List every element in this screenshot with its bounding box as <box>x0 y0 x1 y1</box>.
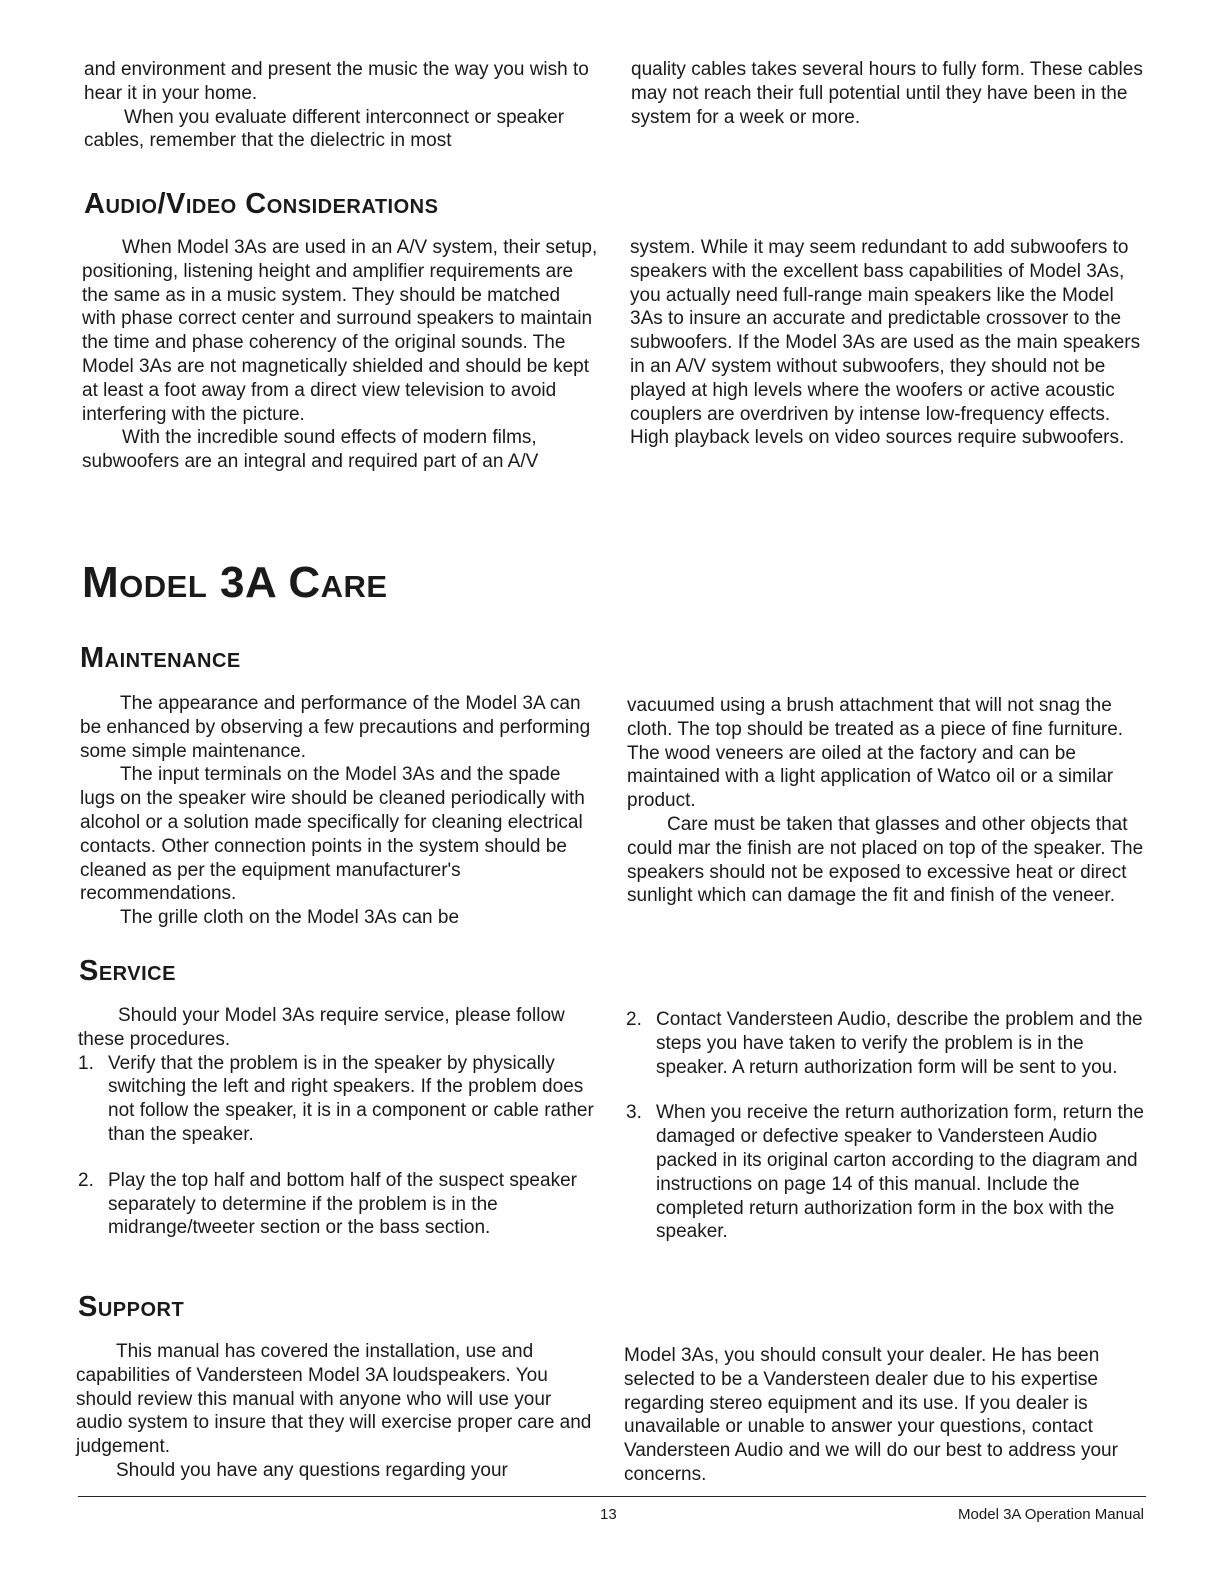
page-number: 13 <box>600 1506 617 1523</box>
support-right-column <box>624 1344 1146 1487</box>
step-number: 3. <box>626 1102 642 1124</box>
service-right-column <box>626 1008 1146 1244</box>
list-item <box>78 1169 594 1240</box>
paragraph: The grille cloth on the Model 3As can be <box>120 907 460 929</box>
paragraph: vacuumed using a brush attachment that will not snag the cloth. The top should be treated as a piece of fine furniture. The wood veneers are oiled at the factory and can be maintained with a light application of Watco oil or a similar product. <box>627 695 1124 812</box>
support-heading: Support <box>78 1291 185 1323</box>
paragraph: When you evaluate different interconnect or speaker cables, remember that the dielectric in most <box>84 106 565 152</box>
maintenance-left-column <box>80 692 596 930</box>
maintenance-heading: Maintenance <box>80 642 241 674</box>
av-right-column <box>630 236 1146 450</box>
step-text: Verify that the problem is in the speaker by physically switching the left and right speakers. If the problem does not follow the speaker, it is in a component or cable rather than the speaker. <box>108 1052 594 1145</box>
av-heading: Audio/Video Considerations <box>84 188 439 220</box>
top-left-column <box>84 58 598 153</box>
step-number: 1. <box>78 1052 94 1074</box>
step-text: When you receive the return authorization form, return the damaged or defective speaker to Vandersteen Audio packed in its original carton according to the diagram and instructions on page 14 of this manual. Include the completed return authorization form in the box with the speaker. <box>656 1102 1144 1243</box>
list-item <box>78 1052 594 1147</box>
paragraph: and environment and present the music the way you wish to hear it in your home. <box>84 59 589 104</box>
service-intro: Should your Model 3As require service, please follow these procedures. <box>78 1005 565 1050</box>
service-steps-left <box>78 1052 594 1241</box>
paragraph: system. While it may seem redundant to add subwoofers to speakers with the excellent bass capabilities of Model 3As, you actually need full-range main speakers like the Model 3As to insure an accurate and predictable crossover to the subwoofers. If the Model 3As are used as the main speakers in an A/V system without subwoofers, they should not be played at high levels where the woofers or active acoustic couplers are overdriven by intense low-frequency effects. High playback levels on video sources require subwoofers. <box>630 237 1141 449</box>
service-heading: Service <box>79 955 176 987</box>
paragraph: The appearance and performance of the Model 3A can be enhanced by observing a few precautions and performing some simple maintenance. <box>80 693 591 762</box>
step-text: Contact Vandersteen Audio, describe the problem and the steps you have taken to verify the problem is in the speaker. A return authorization form will be sent to you. <box>656 1009 1143 1078</box>
list-item <box>626 1008 1146 1079</box>
maintenance-right-column <box>627 694 1147 908</box>
list-item <box>626 1101 1146 1244</box>
paragraph: The input terminals on the Model 3As and the spade lugs on the speaker wire should be cleaned periodically with alcohol or a solution made specifically for cleaning electrical contacts. Other connection points in the system should be cleaned as per the equipment manufacturer's recommendations. <box>80 764 585 905</box>
av-left-column <box>82 236 598 474</box>
paragraph: Care must be taken that glasses and other objects that could mar the finish are not placed on top of the speaker. The speakers should not be exposed to excessive heat or direct sunlight which can damage the fit and finish of the veneer. <box>627 813 1144 907</box>
service-steps-right <box>626 1008 1146 1244</box>
paragraph: quality cables takes several hours to fully form. These cables may not reach their full potential until they have been in the system for a week or more. <box>631 59 1143 128</box>
step-number: 2. <box>78 1169 94 1191</box>
care-heading: Model 3A Care <box>82 558 388 607</box>
service-left-column <box>78 1004 594 1240</box>
paragraph: When Model 3As are used in an A/V system, their setup, positioning, listening height and amplifier requirements are the same as in a music system. They should be matched with phase correct center and surround speakers to maintain the time and phase coherency of the original sounds. The Model 3As are not magnetically shielded and should be kept at least a foot away from a direct view television to avoid interfering with the picture. <box>82 237 598 425</box>
support-left-column <box>76 1340 592 1483</box>
paragraph: This manual has covered the installation, use and capabilities of Vandersteen Model 3A loudspeakers. You should review this manual with anyone who will use your audio system to insure that they will exercise proper care and judgement. <box>76 1341 592 1458</box>
step-number: 2. <box>626 1009 642 1030</box>
paragraph: Model 3As, you should consult your dealer. He has been selected to be a Vandersteen dealer due to his expertise regarding stereo equipment and its use. If you dealer is unavailable or unable to answer your questions, contact Vandersteen Audio and we will do our best to address your concerns. <box>624 1345 1118 1485</box>
top-right-column <box>631 58 1146 129</box>
footer-rule <box>78 1496 1146 1497</box>
step-text: Play the top half and bottom half of the suspect speaker separately to determine if the problem is in the midrange/tweeter section or the bass section. <box>108 1169 577 1239</box>
paragraph: Should you have any questions regarding your <box>116 1459 508 1481</box>
manual-title: Model 3A Operation Manual <box>958 1506 1144 1523</box>
paragraph: With the incredible sound effects of modern films, subwoofers are an integral and required part of an A/V <box>82 427 539 473</box>
